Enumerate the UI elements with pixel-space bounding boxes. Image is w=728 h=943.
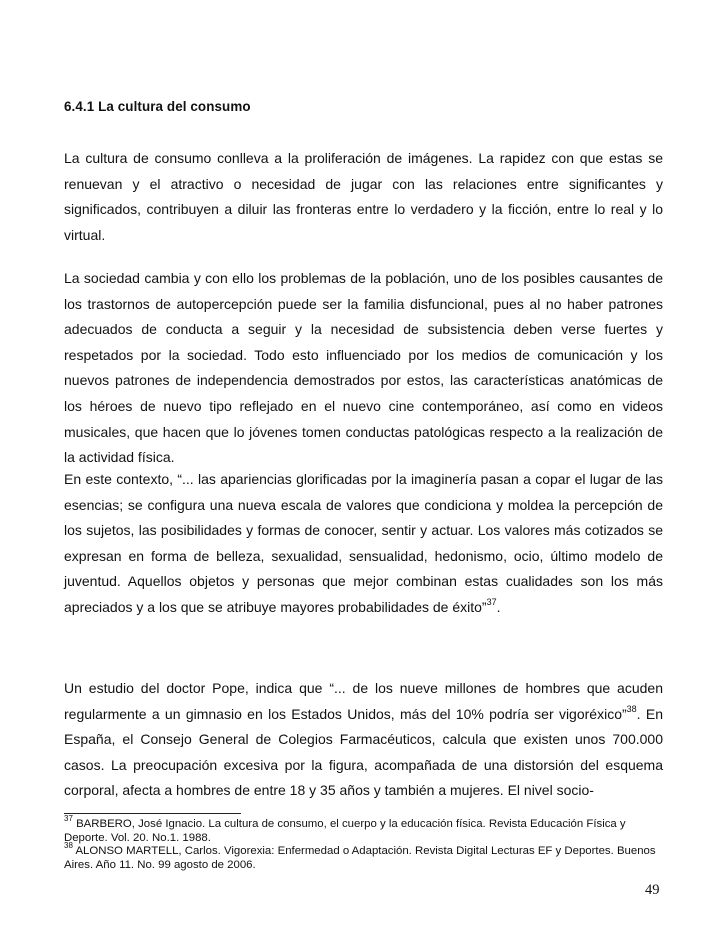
footnote-number: 38 bbox=[64, 841, 73, 851]
footnote-37 bbox=[64, 814, 664, 845]
section-heading: 6.4.1 La cultura del consumo bbox=[64, 99, 251, 114]
footnote-ref-38: 38 bbox=[626, 703, 637, 714]
paragraph-context-quote bbox=[64, 467, 663, 621]
page-number: 49 bbox=[645, 882, 660, 898]
footnotes bbox=[64, 814, 664, 872]
footnote-text: ALONSO MARTELL, Carlos. Vigorexia: Enfermedad o Adaptación. Revista Digital Lecturas EF y Deportes. Buenos Aires. Año 11. No. 99 agosto de 2006. bbox=[64, 845, 656, 871]
study-text-b: . En España, el Consejo General de Colegios Farmacéuticos, calcula que existen unos 700.000 casos. La preocupación excesiva por la figura, acompañada de una distorsión del esquema corporal, afecta a hombres de entre 18 y 35 años y también a mujeres. El nivel socio- bbox=[64, 705, 663, 799]
footnote-text: BARBERO, José Ignacio. La cultura de consumo, el cuerpo y la educación física. Revista Educación Física y Deporte. Vol. 20. No.1. 1988. bbox=[64, 818, 626, 844]
paragraph-pope-study bbox=[64, 676, 663, 804]
paragraph-consumer-culture: La cultura de consumo conlleva a la proliferación de imágenes. La rapidez con que estas se renuevan y el atractivo o necesidad de jugar con las relaciones entre significantes y significados, contribuyen a diluir las fronteras entre lo verdadero y la ficción, entre lo real y lo virtual. bbox=[64, 150, 663, 243]
footnote-38 bbox=[64, 841, 664, 872]
footnote-ref-37: 37 bbox=[486, 597, 497, 608]
quote-text: En este contexto, “... las apariencias glorificadas por la imaginería pasan a copar el lugar de las esencias; se configura una nueva escala de valores que condiciona y moldea la percepción de los sujetos, las posibilidades y formas de conocer, sentir y actuar. Los valores más cotizados se expresan en forma de belleza, sexualidad, sensualidad, hedonismo, ocio, último modelo de juventud. Aquellos objetos y personas que mejor combinan estas cualidades son los más apreciados y a los que se atribuye mayores probabilidades de éxito” bbox=[64, 471, 663, 615]
study-text-a: Un estudio del doctor Pope, indica que “... de los nueve millones de hombres que acuden regularmente a un gimnasio en los Estados Unidos, más del 10% podría ser vigoréxico” bbox=[64, 680, 663, 722]
footnote-number: 37 bbox=[64, 814, 73, 824]
quote-end: . bbox=[496, 598, 501, 615]
paragraph-society-changes: La sociedad cambia y con ello los problemas de la población, uno de los posibles causantes de los trastornos de autopercepción puede ser la familia disfuncional, pues al no haber patrones adecuados de conducta a seguir y la necesidad de subsistencia deben verse fuertes y respetados por la sociedad. Todo esto influenciado por los medios de comunicación y los nuevos patrones de independencia demostrados por estos, las características anatómicas de los héroes de nuevo tipo reflejado en el nuevo cine contemporáneo, así como en videos musicales, que hacen que lo jóvenes tomen conductas patológicas respecto a la realización de la actividad física. bbox=[64, 270, 663, 466]
footnote-separator bbox=[64, 813, 241, 814]
